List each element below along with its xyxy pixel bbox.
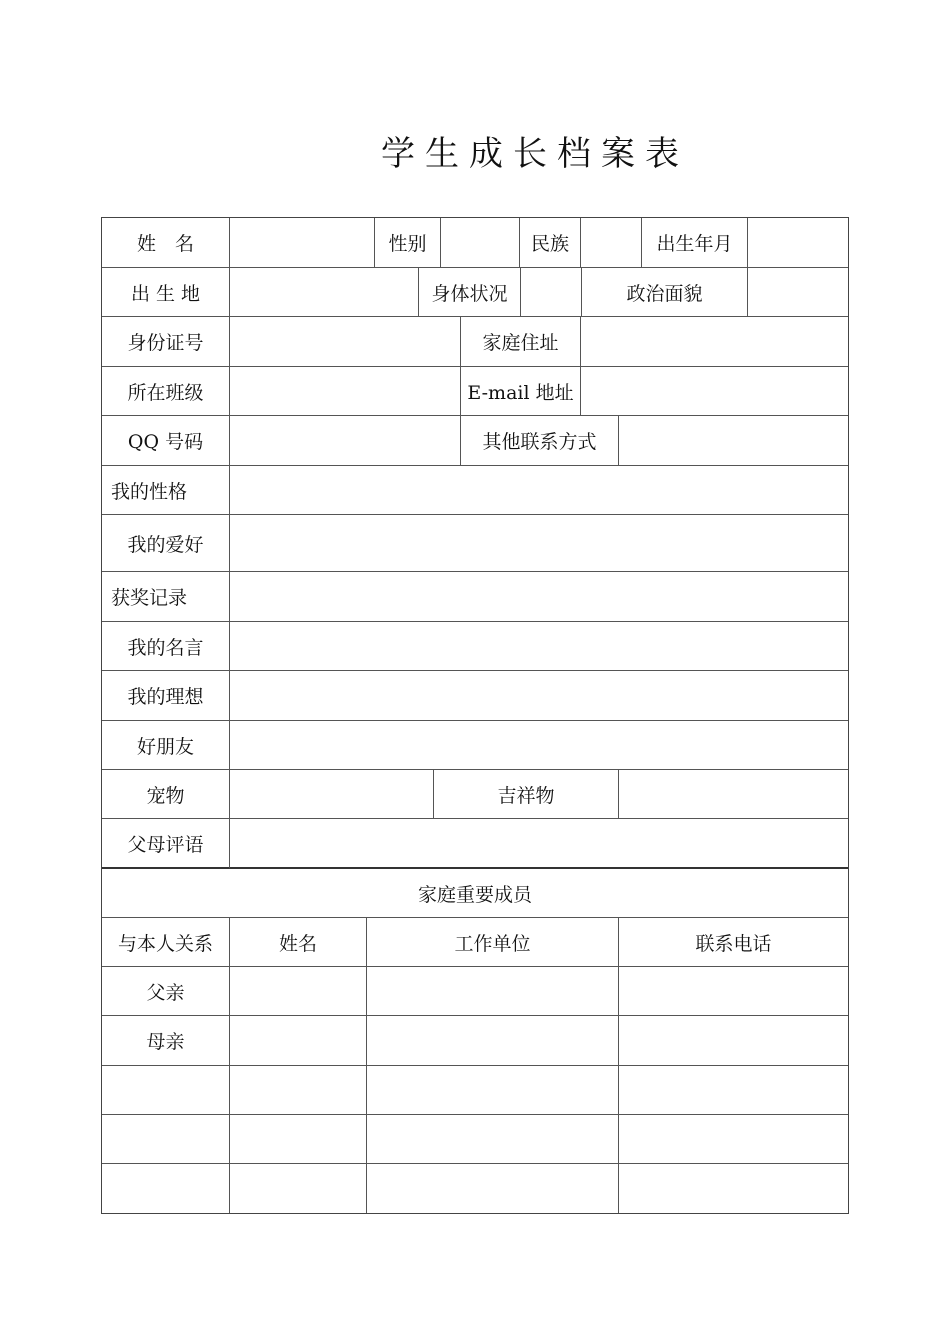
label-parents-comment: 父母评语 bbox=[102, 819, 230, 869]
label-pet: 宠物 bbox=[102, 770, 230, 819]
birthplace-field[interactable] bbox=[230, 268, 419, 317]
label-id-number: 身份证号 bbox=[102, 317, 230, 367]
family-row-relation: 母亲 bbox=[102, 1016, 230, 1066]
ideal-field[interactable] bbox=[230, 671, 848, 721]
family-row-workplace-field[interactable] bbox=[367, 1016, 619, 1066]
family-row-name-field[interactable] bbox=[230, 1016, 367, 1066]
family-row-phone-field[interactable] bbox=[619, 967, 848, 1016]
label-health: 身体状况 bbox=[419, 268, 521, 317]
profile-table bbox=[101, 217, 849, 1214]
label-ideal: 我的理想 bbox=[102, 671, 230, 721]
label-political: 政治面貌 bbox=[582, 268, 748, 317]
family-header-name: 姓名 bbox=[230, 918, 367, 967]
family-header-phone: 联系电话 bbox=[619, 918, 848, 967]
awards-field[interactable] bbox=[230, 572, 848, 622]
label-motto: 我的名言 bbox=[102, 622, 230, 671]
label-gender: 性别 bbox=[375, 218, 441, 268]
friends-field[interactable] bbox=[230, 721, 848, 770]
address-field[interactable] bbox=[581, 317, 848, 367]
label-name: 姓 名 bbox=[102, 218, 230, 268]
qq-field[interactable] bbox=[230, 416, 461, 466]
mascot-field[interactable] bbox=[619, 770, 848, 819]
family-row-relation[interactable] bbox=[102, 1164, 230, 1213]
label-hobby: 我的爱好 bbox=[102, 515, 230, 572]
family-row-workplace-field[interactable] bbox=[367, 967, 619, 1016]
family-row-phone-field[interactable] bbox=[619, 1115, 848, 1164]
personality-field[interactable] bbox=[230, 466, 848, 515]
label-other-contact: 其他联系方式 bbox=[461, 416, 619, 466]
pet-field[interactable] bbox=[230, 770, 434, 819]
birth-date-field[interactable] bbox=[748, 218, 848, 268]
family-row-relation[interactable] bbox=[102, 1066, 230, 1115]
family-row-relation: 父亲 bbox=[102, 967, 230, 1016]
label-address: 家庭住址 bbox=[461, 317, 581, 367]
id-number-field[interactable] bbox=[230, 317, 461, 367]
label-birth-date: 出生年月 bbox=[642, 218, 748, 268]
name-field[interactable] bbox=[230, 218, 375, 268]
label-class: 所在班级 bbox=[102, 367, 230, 416]
family-header-workplace: 工作单位 bbox=[367, 918, 619, 967]
label-mascot: 吉祥物 bbox=[434, 770, 619, 819]
family-header-relation: 与本人关系 bbox=[102, 918, 230, 967]
email-field[interactable] bbox=[581, 367, 848, 416]
class-field[interactable] bbox=[230, 367, 461, 416]
family-row-workplace-field[interactable] bbox=[367, 1164, 619, 1213]
family-row-name-field[interactable] bbox=[230, 1115, 367, 1164]
label-awards: 获奖记录 bbox=[102, 572, 230, 622]
family-row-name-field[interactable] bbox=[230, 1066, 367, 1115]
political-field[interactable] bbox=[748, 268, 848, 317]
label-friends: 好朋友 bbox=[102, 721, 230, 770]
hobby-field[interactable] bbox=[230, 515, 848, 572]
parents-comment-field[interactable] bbox=[230, 819, 848, 869]
label-qq: QQ 号码 bbox=[102, 416, 230, 466]
family-row-phone-field[interactable] bbox=[619, 1016, 848, 1066]
label-ethnicity: 民族 bbox=[520, 218, 581, 268]
page-title: 学生成长档案表 bbox=[381, 134, 689, 174]
family-row-relation[interactable] bbox=[102, 1115, 230, 1164]
family-row-workplace-field[interactable] bbox=[367, 1066, 619, 1115]
gender-field[interactable] bbox=[441, 218, 520, 268]
family-row-phone-field[interactable] bbox=[619, 1164, 848, 1213]
label-birthplace: 出 生 地 bbox=[102, 268, 230, 317]
family-row-name-field[interactable] bbox=[230, 967, 367, 1016]
motto-field[interactable] bbox=[230, 622, 848, 671]
health-field[interactable] bbox=[521, 268, 582, 317]
family-section-title: 家庭重要成员 bbox=[102, 869, 848, 918]
family-row-name-field[interactable] bbox=[230, 1164, 367, 1213]
ethnicity-field[interactable] bbox=[581, 218, 642, 268]
other-contact-field[interactable] bbox=[619, 416, 848, 466]
label-email: E-mail 地址 bbox=[461, 367, 581, 416]
family-row-workplace-field[interactable] bbox=[367, 1115, 619, 1164]
family-row-phone-field[interactable] bbox=[619, 1066, 848, 1115]
label-personality: 我的性格 bbox=[102, 466, 230, 515]
